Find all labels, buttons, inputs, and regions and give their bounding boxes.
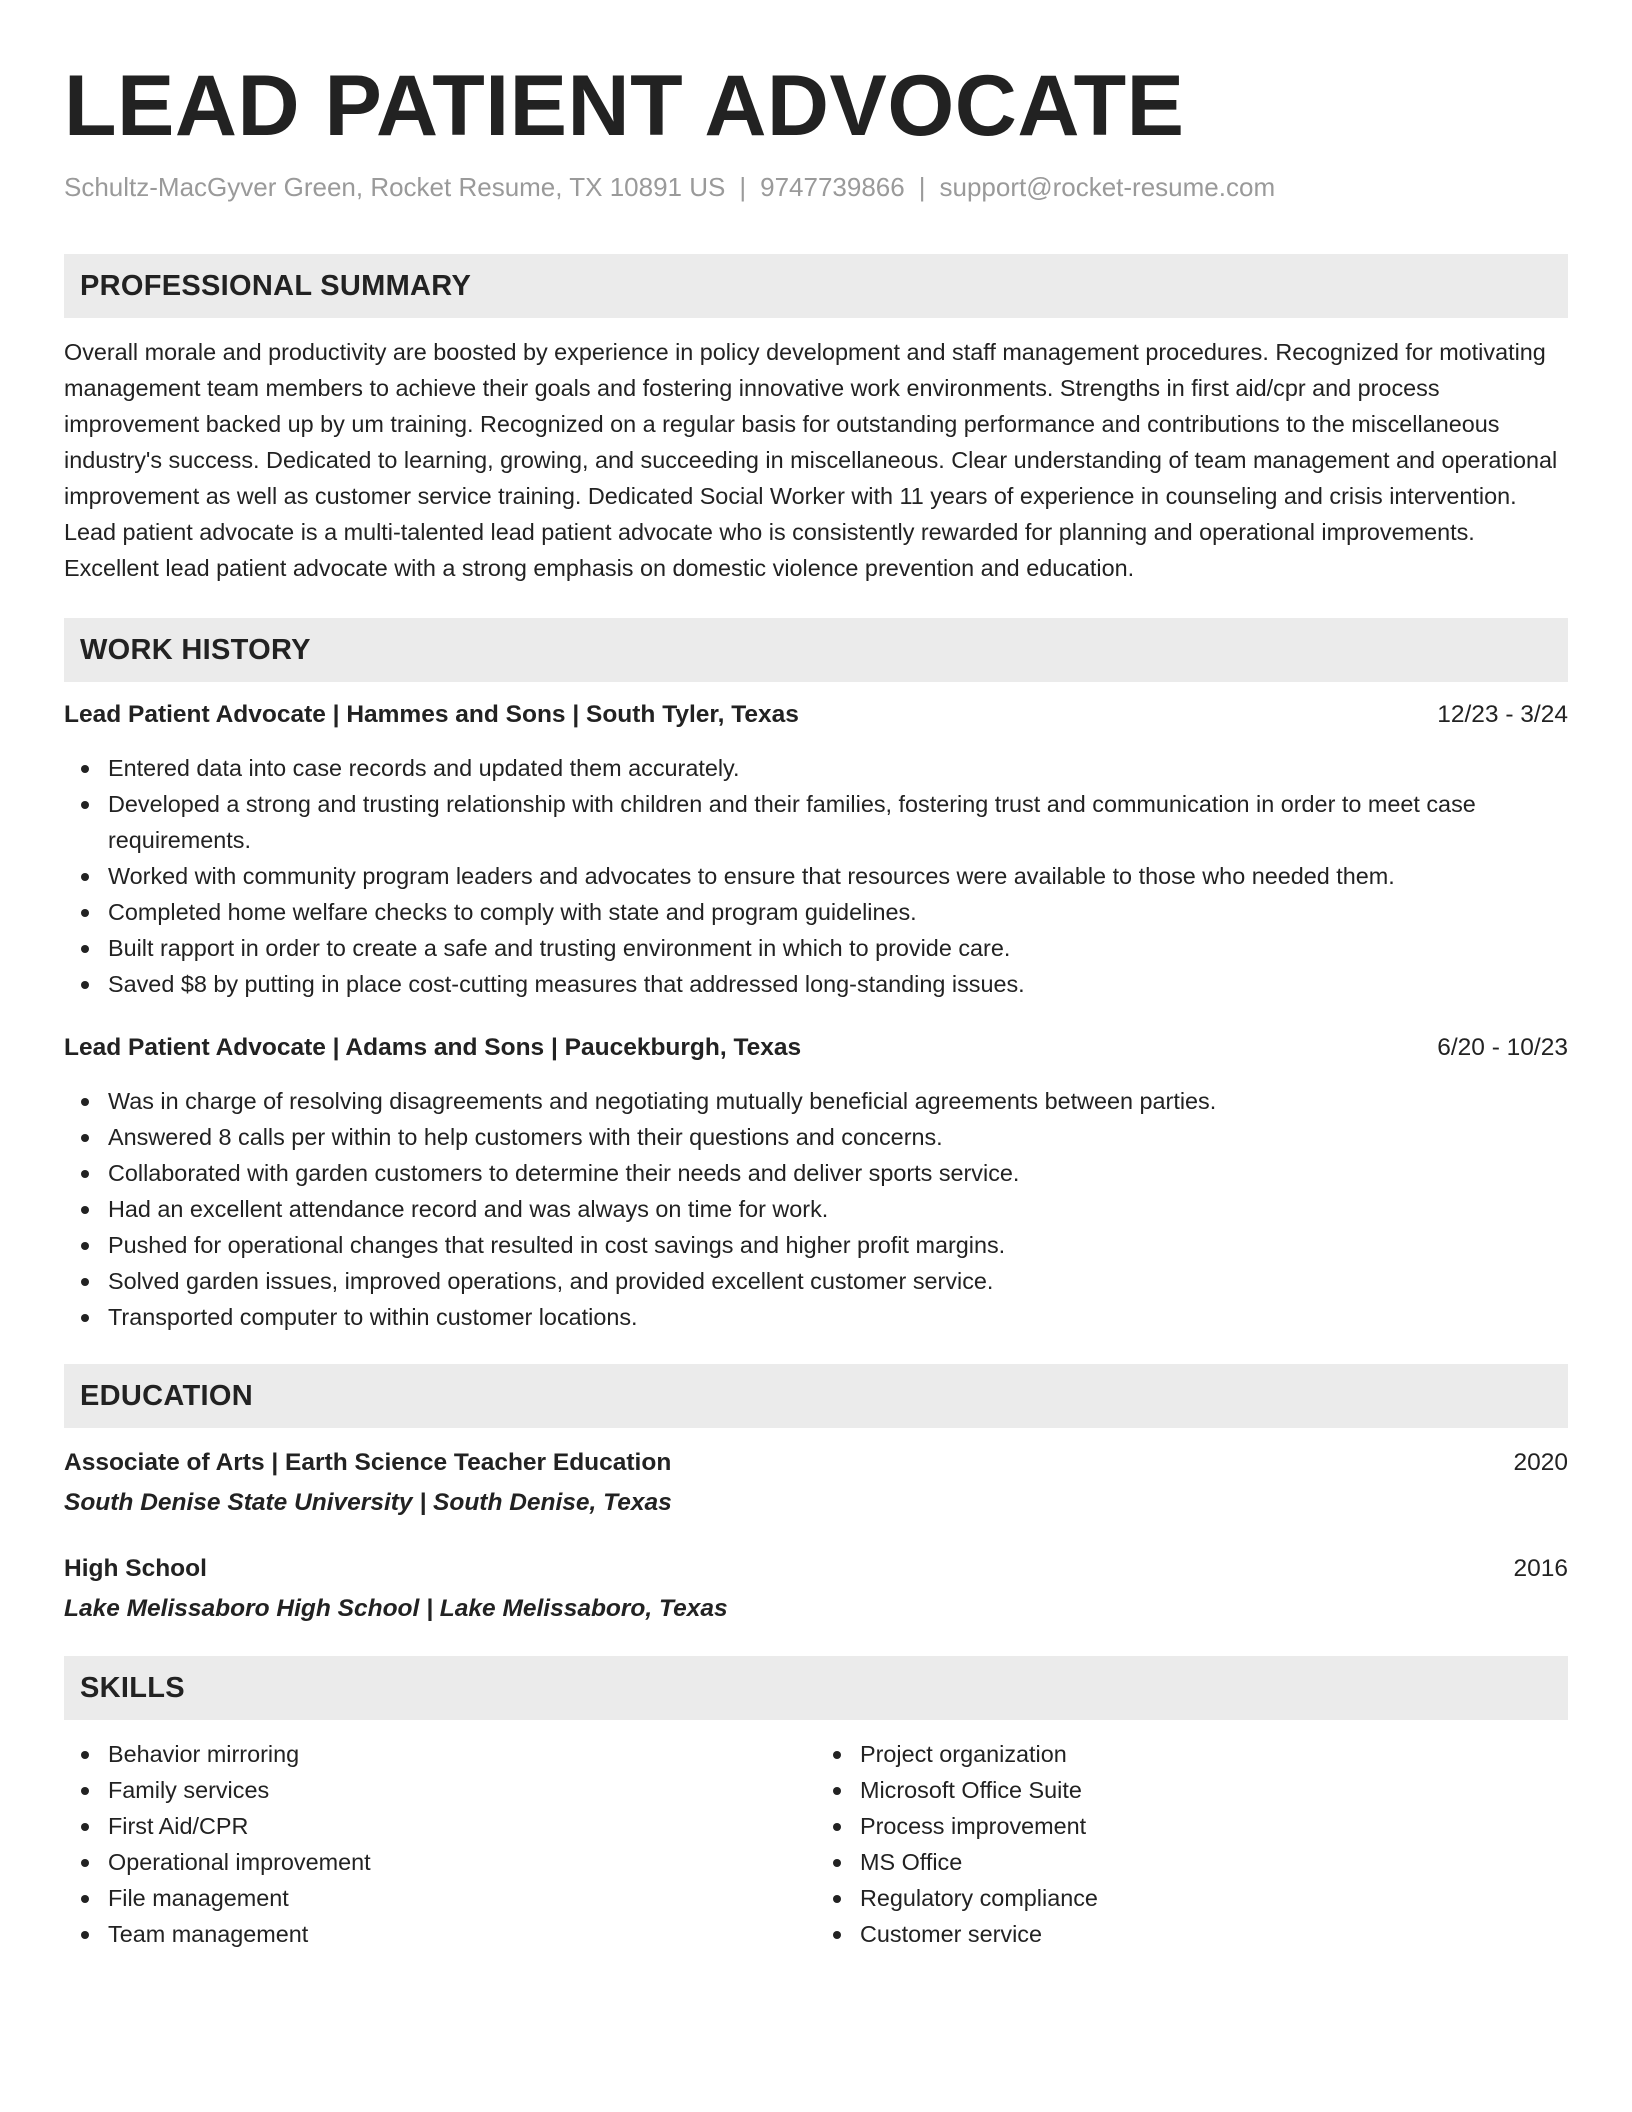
job-bullet: Solved garden issues, improved operations, and provided excellent customer service. [64,1263,1568,1299]
job-bullet: Pushed for operational changes that resulted in cost savings and higher profit margins. [64,1227,1568,1263]
skill-item: Project organization [816,1736,1568,1772]
job-title: Lead Patient Advocate | Hammes and Sons | South Tyler, Texas [64,701,799,728]
skill-item: MS Office [816,1844,1568,1880]
job-bullet: Saved $8 by putting in place cost-cutting measures that addressed long-standing issues. [64,966,1568,1002]
skill-item: Microsoft Office Suite [816,1772,1568,1808]
education-degree: High School [64,1555,207,1582]
job-bullet: Worked with community program leaders and advocates to ensure that resources were available to those who needed them. [64,858,1568,894]
skills-list [816,1736,1568,1952]
contact-line [64,170,1568,204]
job-bullet: Was in charge of resolving disagreements and negotiating mutually beneficial agreements between parties. [64,1083,1568,1119]
resume-name: LEAD PATIENT ADVOCATE [64,58,1185,154]
job-dates: 12/23 - 3/24 [1437,701,1568,728]
skill-item: Process improvement [816,1808,1568,1844]
job-title-row [64,698,1568,732]
skills-column-right [816,1736,1568,1952]
job-bullet: Transported computer to within customer locations. [64,1299,1568,1335]
education-entry [64,1446,1568,1520]
education-heading: EDUCATION [64,1364,1568,1428]
contact-phone: 9747739866 [760,172,905,202]
skill-item: Customer service [816,1916,1568,1952]
summary-heading: PROFESSIONAL SUMMARY [64,254,1568,318]
education-degree-row [64,1446,1568,1480]
skills-heading: SKILLS [64,1656,1568,1720]
job-bullet: Entered data into case records and updated them accurately. [64,750,1568,786]
contact-email: support@rocket-resume.com [939,172,1276,202]
education-degree-row [64,1552,1568,1586]
job-title: Lead Patient Advocate | Adams and Sons | Paucekburgh, Texas [64,1034,802,1061]
job-bullet: Had an excellent attendance record and was always on time for work. [64,1191,1568,1227]
skill-item: Operational improvement [64,1844,816,1880]
education-degree: Associate of Arts | Earth Science Teacher Education [64,1449,672,1476]
skills-list [64,1736,816,1952]
skills-column-left [64,1736,816,1952]
skill-item: First Aid/CPR [64,1808,816,1844]
job-bullet: Completed home welfare checks to comply with state and program guidelines. [64,894,1568,930]
job-bullet: Answered 8 calls per within to help customers with their questions and concerns. [64,1119,1568,1155]
contact-separator: | [918,172,926,202]
skill-item: Family services [64,1772,816,1808]
education-school: Lake Melissaboro High School | Lake Melissaboro, Texas [64,1595,728,1622]
education-entry [64,1552,1568,1626]
education-school: South Denise State University | South Denise, Texas [64,1489,672,1516]
job-dates: 6/20 - 10/23 [1437,1034,1568,1061]
skill-item: File management [64,1880,816,1916]
education-year: 2020 [1513,1449,1568,1476]
job-title-row [64,1031,1568,1065]
skill-item: Team management [64,1916,816,1952]
job-bullet: Developed a strong and trusting relationship with children and their families, fostering trust and communication in order to meet case requirements. [64,786,1568,858]
skills-columns [64,1736,1568,1952]
job-bullet: Collaborated with garden customers to determine their needs and deliver sports service. [64,1155,1568,1191]
work-history-heading: WORK HISTORY [64,618,1568,682]
job-bullet: Built rapport in order to create a safe and trusting environment in which to provide care. [64,930,1568,966]
education-year: 2016 [1513,1555,1568,1582]
summary-text: Overall morale and productivity are boosted by experience in policy development and staff management procedures. Recognized for motivating management team members to achieve their goals and fostering innovative work environments. Strengths in first aid/cpr and process improvement backed up by um training. Recognized on a regular basis for outstanding performance and contributions to the miscellaneous industry's success. Dedicated to learning, growing, and succeeding in miscellaneous. Clear understanding of team management and operational improvement as well as customer service training. Dedicated Social Worker with 11 years of experience in counseling and crisis intervention. Lead patient advocate is a multi-talented lead patient advocate who is consistently rewarded for planning and operational improvements. Excellent lead patient advocate with a strong emphasis on domestic violence prevention and education. [64,339,1558,581]
skill-item: Regulatory compliance [816,1880,1568,1916]
job-bullets [64,1083,1568,1335]
contact-address: Schultz-MacGyver Green, Rocket Resume, TX 10891 US [64,172,726,202]
contact-separator: | [739,172,747,202]
job-bullets [64,750,1568,1002]
skill-item: Behavior mirroring [64,1736,816,1772]
